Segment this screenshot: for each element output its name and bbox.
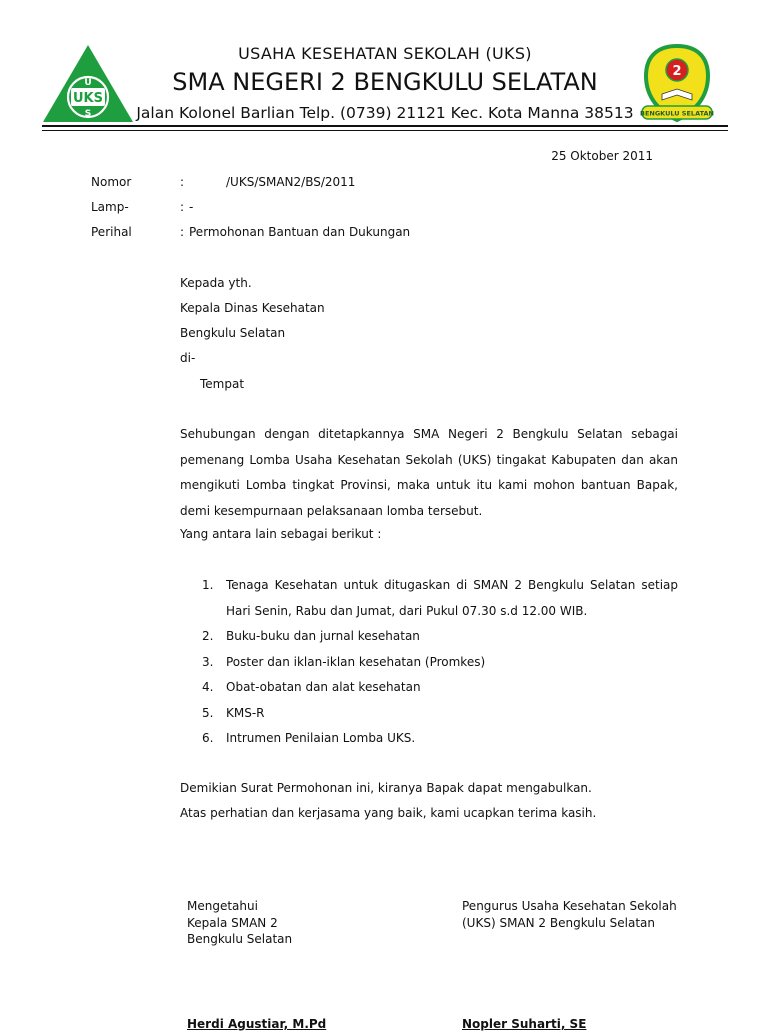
header-address: Jalan Kolonel Barlian Telp. (0739) 21121 Kec. Kota Manna 38513 <box>136 104 634 122</box>
meta-perihal-value: Permohonan Bantuan dan Dukungan <box>189 225 411 239</box>
list-item-number: 4. <box>202 680 214 694</box>
list-item-text: Poster dan iklan-iklan kesehatan (Promkes) <box>226 654 486 669</box>
list-item-text: Obat-obatan dan alat kesehatan <box>226 680 421 694</box>
meta-lamp-label: Lamp- <box>91 200 129 214</box>
list-item <box>180 624 678 650</box>
list-item-number: 1. <box>202 578 214 592</box>
recipient-line: Bengkulu Selatan <box>180 326 286 340</box>
signature-line: Pengurus Usaha Kesehatan Sekolah <box>462 899 677 913</box>
header-org: USAHA KESEHATAN SEKOLAH (UKS) <box>238 44 532 63</box>
list-item-text: Intrumen Penilaian Lomba UKS. <box>226 731 416 745</box>
recipient-line: di- <box>180 351 196 365</box>
emblem-banner: BENGKULU SELATAN <box>639 109 715 118</box>
list-item <box>180 675 678 701</box>
signature-line: Kepala SMAN 2 <box>187 915 278 930</box>
body-lead: Yang antara lain sebagai berikut : <box>180 527 382 541</box>
header-rule-thin <box>42 130 728 131</box>
emblem-number: 2 <box>672 64 682 79</box>
signature-line: Mengetahui <box>187 899 258 913</box>
header-rule <box>42 125 728 127</box>
meta-nomor-sep: : <box>180 175 185 189</box>
uks-logo-text: UKS <box>73 91 103 106</box>
header-school: SMA NEGERI 2 BENGKULU SELATAN <box>172 68 598 96</box>
signature-line: Bengkulu Selatan <box>187 932 293 946</box>
meta-nomor-value: /UKS/SMAN2/BS/2011 <box>226 175 356 189</box>
recipient-line: Tempat <box>200 377 245 391</box>
signature-left <box>187 898 407 948</box>
signature-line: (UKS) SMAN 2 Bengkulu Selatan <box>462 915 655 930</box>
svg-text:U: U <box>84 78 92 88</box>
letter-date: 25 Oktober 2011 <box>551 149 653 163</box>
list-item-number: 2. <box>202 629 214 643</box>
list-item-number: 3. <box>202 654 214 669</box>
request-list <box>180 573 678 752</box>
body-intro: Sehubungan dengan ditetapkannya SMA Negeri 2 Bengkulu Selatan sebagai pemenang Lomba Usaha Kesehatan Sekolah (UKS) tingakat Kabupaten dan akan mengikuti Lomba tingkat Provinsi, maka untuk itu kami mohon bantuan Bapak, demi kesempurnaan pelaksanaan lomba tersebut. <box>180 427 678 518</box>
meta-nomor-label: Nomor <box>91 175 132 189</box>
closing-line: Atas perhatian dan kerjasama yang baik, kami ucapkan terima kasih. <box>180 806 597 820</box>
signature-right <box>462 898 722 931</box>
meta-perihal-sep: : <box>180 225 185 239</box>
list-item-text: Tenaga Kesehatan untuk ditugaskan di SMAN 2 Bengkulu Selatan setiap Hari Senin, Rabu dan Jumat, dari Pukul 07.30 s.d 12.00 WIB. <box>226 578 678 618</box>
meta-lamp-value: - <box>189 200 194 214</box>
signer-name-left: Herdi Agustiar, M.Pd <box>187 1017 327 1031</box>
meta-perihal-label: Perihal <box>91 225 132 239</box>
list-item <box>180 726 678 752</box>
recipient-line: Kepada yth. <box>180 276 252 290</box>
list-item <box>180 650 678 676</box>
signer-name-right: Nopler Suharti, SE <box>462 1017 587 1031</box>
list-item <box>180 701 678 727</box>
list-item-text: KMS-R <box>226 705 265 720</box>
meta-lamp-sep: : <box>180 200 185 214</box>
list-item-number: 5. <box>202 705 214 720</box>
recipient-line: Kepala Dinas Kesehatan <box>180 301 325 315</box>
closing-line: Demikian Surat Permohonan ini, kiranya Bapak dapat mengabulkan. <box>180 781 592 795</box>
svg-text:S: S <box>84 109 92 119</box>
list-item <box>180 573 678 624</box>
list-item-number: 6. <box>202 731 214 745</box>
list-item-text: Buku-buku dan jurnal kesehatan <box>226 629 420 643</box>
